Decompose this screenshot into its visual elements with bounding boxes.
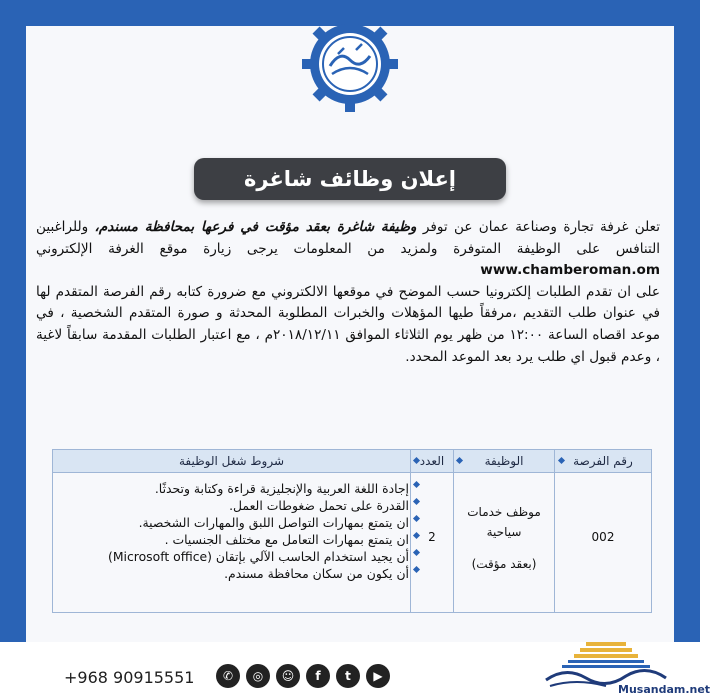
twitter-icon[interactable]: t	[336, 664, 360, 688]
header-job: الوظيفة	[484, 454, 524, 468]
frame-left	[0, 0, 26, 700]
cell-job	[454, 502, 554, 574]
condition-item: أن يجيد استخدام الحاسب الآلي بإتقان (Microsoft office)	[107, 549, 409, 564]
announcement-body	[36, 217, 660, 368]
p1-rest: وللراغبين التنافس على الوظيفة المتوفرة ولمزيد من المعلومات يرجى زيارة موقع الغرفة الإلكتروني	[36, 219, 660, 257]
job-line-3: (بعقد مؤقت)	[471, 557, 537, 571]
condition-item: إجادة اللغة العربية والإنجليزية قراءة وكتابة وتحدثًا.	[154, 481, 409, 496]
announcement-title: إعلان وظائف شاغرة	[244, 167, 456, 191]
frame-right	[674, 0, 700, 700]
snapchat-icon[interactable]: ☺	[276, 664, 300, 688]
conditions-list	[59, 480, 409, 582]
header-conditions: شروط شغل الوظيفة	[179, 454, 284, 468]
condition-item: أن يكون من سكان محافظة مسندم.	[224, 566, 409, 581]
website-link[interactable]: www.chamberoman.om	[480, 262, 660, 279]
phone-number[interactable]: +968 90915551	[64, 668, 195, 687]
cell-count: 2	[428, 530, 436, 544]
bullet-icon	[413, 549, 420, 556]
instagram-icon[interactable]: ◎	[246, 664, 270, 688]
bullet-icon	[413, 515, 420, 522]
condition-item: ان يتمتع بمهارات التعامل مع مختلف الجنسيات .	[164, 532, 409, 547]
job-line-1: موظف خدمات	[467, 505, 541, 519]
facebook-icon[interactable]: f	[306, 664, 330, 688]
bullet-icon	[413, 566, 420, 573]
whatsapp-icon[interactable]: ✆	[216, 664, 240, 688]
bullet-icon	[413, 498, 420, 505]
job-line-2: سياحية	[486, 525, 522, 539]
p1-start: تعلن غرفة تجارة وصناعة عمان عن توفر	[416, 219, 660, 235]
brand-name: Musandam.net	[618, 683, 710, 696]
condition-item: القدرة على تحمل ضغوطات العمل.	[229, 498, 409, 513]
title-banner	[194, 158, 506, 200]
cell-opportunity-no: 002	[591, 530, 615, 544]
paragraph-2: على ان تقدم الطلبات إلكترونيا حسب الموضح في موقعها الالكتروني مع ضرورة كتابه رقم الفرصة المتقدم لها في عنوان طلب التقديم ،مرفقاً طيها المؤهلات والخبرات المطلوبة المحدثة و صورة المتقدم الشخصية ، في موعد اقصاه الساعة ١٢:٠٠ من ظهر يوم الثلاثاء الموافق ٢٠١٨/١٢/١١م ، مع اعتبار الطلبات المقدمة سابقاً لاغية ، وعدم قبول اي طلب يرد بعد الموعد المحدد.	[36, 283, 660, 365]
youtube-icon[interactable]: ▶	[366, 664, 390, 688]
paragraph-1	[36, 217, 660, 282]
header-count: العدد	[419, 454, 445, 468]
p1-bold: وظيفة شاغرة بعقد مؤقت في فرعها بمحافظة مسندم،	[94, 219, 417, 235]
header-opportunity-no: رقم الفرصة	[573, 454, 633, 468]
chamber-logo-icon	[300, 14, 400, 114]
bullet-icon	[413, 481, 420, 488]
condition-item: ان يتمتع بمهارات التواصل اللبق والمهارات الشخصية.	[138, 515, 409, 530]
job-table	[52, 449, 652, 613]
